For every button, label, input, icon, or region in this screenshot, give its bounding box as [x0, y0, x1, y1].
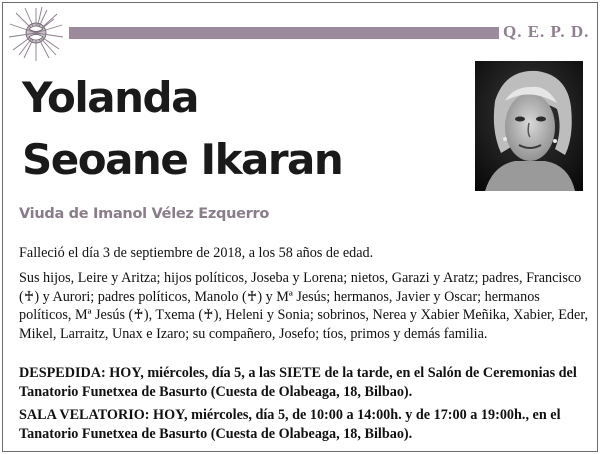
deceased-surnames: Seoane Ikaran: [22, 135, 343, 184]
farewell-ceremony-text: DESPEDIDA: HOY, miércoles, día 5, a las SIETE de la tarde, en el Salón de Ceremonias del Tanatorio Funetxea de Basurto (Cuesta de Olabeaga, 18, Bilbao).: [19, 365, 577, 400]
portrait-photo: [475, 61, 583, 191]
deceased-first-name: Yolanda: [22, 73, 198, 122]
death-date-text: Falleció el día 3 de septiembre de 2018, a los 58 años de edad.: [19, 245, 374, 261]
viewing-room-text: SALA VELATORIO: HOY, miércoles, día 5, de 10:00 a 14:00h. y de 17:00 a 19:00h., en el Tanatorio Funetxea de Basurto (Cuesta de Olabeaga, 18, Bilbao).: [19, 407, 561, 442]
family-list-text: Sus hijos, Leire y Aritza; hijos políticos, Joseba y Lorena; nietos, Garazi y Aratz; padres, Francisco (♰) y Aurori; padres políticos, Manolo (♰) y Mª Jesús; hermanos, Javier y Oscar; hermanos políticos, Mª Jesús (♰), Txema (♰), Heleni y Sonia; sobrinos, Nerea y Xabier Meñika, Xabier, Eder, Mikel, Larraitz, Unax e Izaro; su compañero, Josefo; tíos, primos y demás familia.: [19, 270, 589, 343]
obituary-card: [2, 2, 598, 452]
qepd-heading: Q. E. P. D.: [503, 22, 590, 41]
thistle-emblem-icon: [7, 5, 65, 63]
header-rule: [69, 27, 499, 39]
widow-of-subtitle: Viuda de Imanol Vélez Ezquerro: [19, 206, 270, 222]
